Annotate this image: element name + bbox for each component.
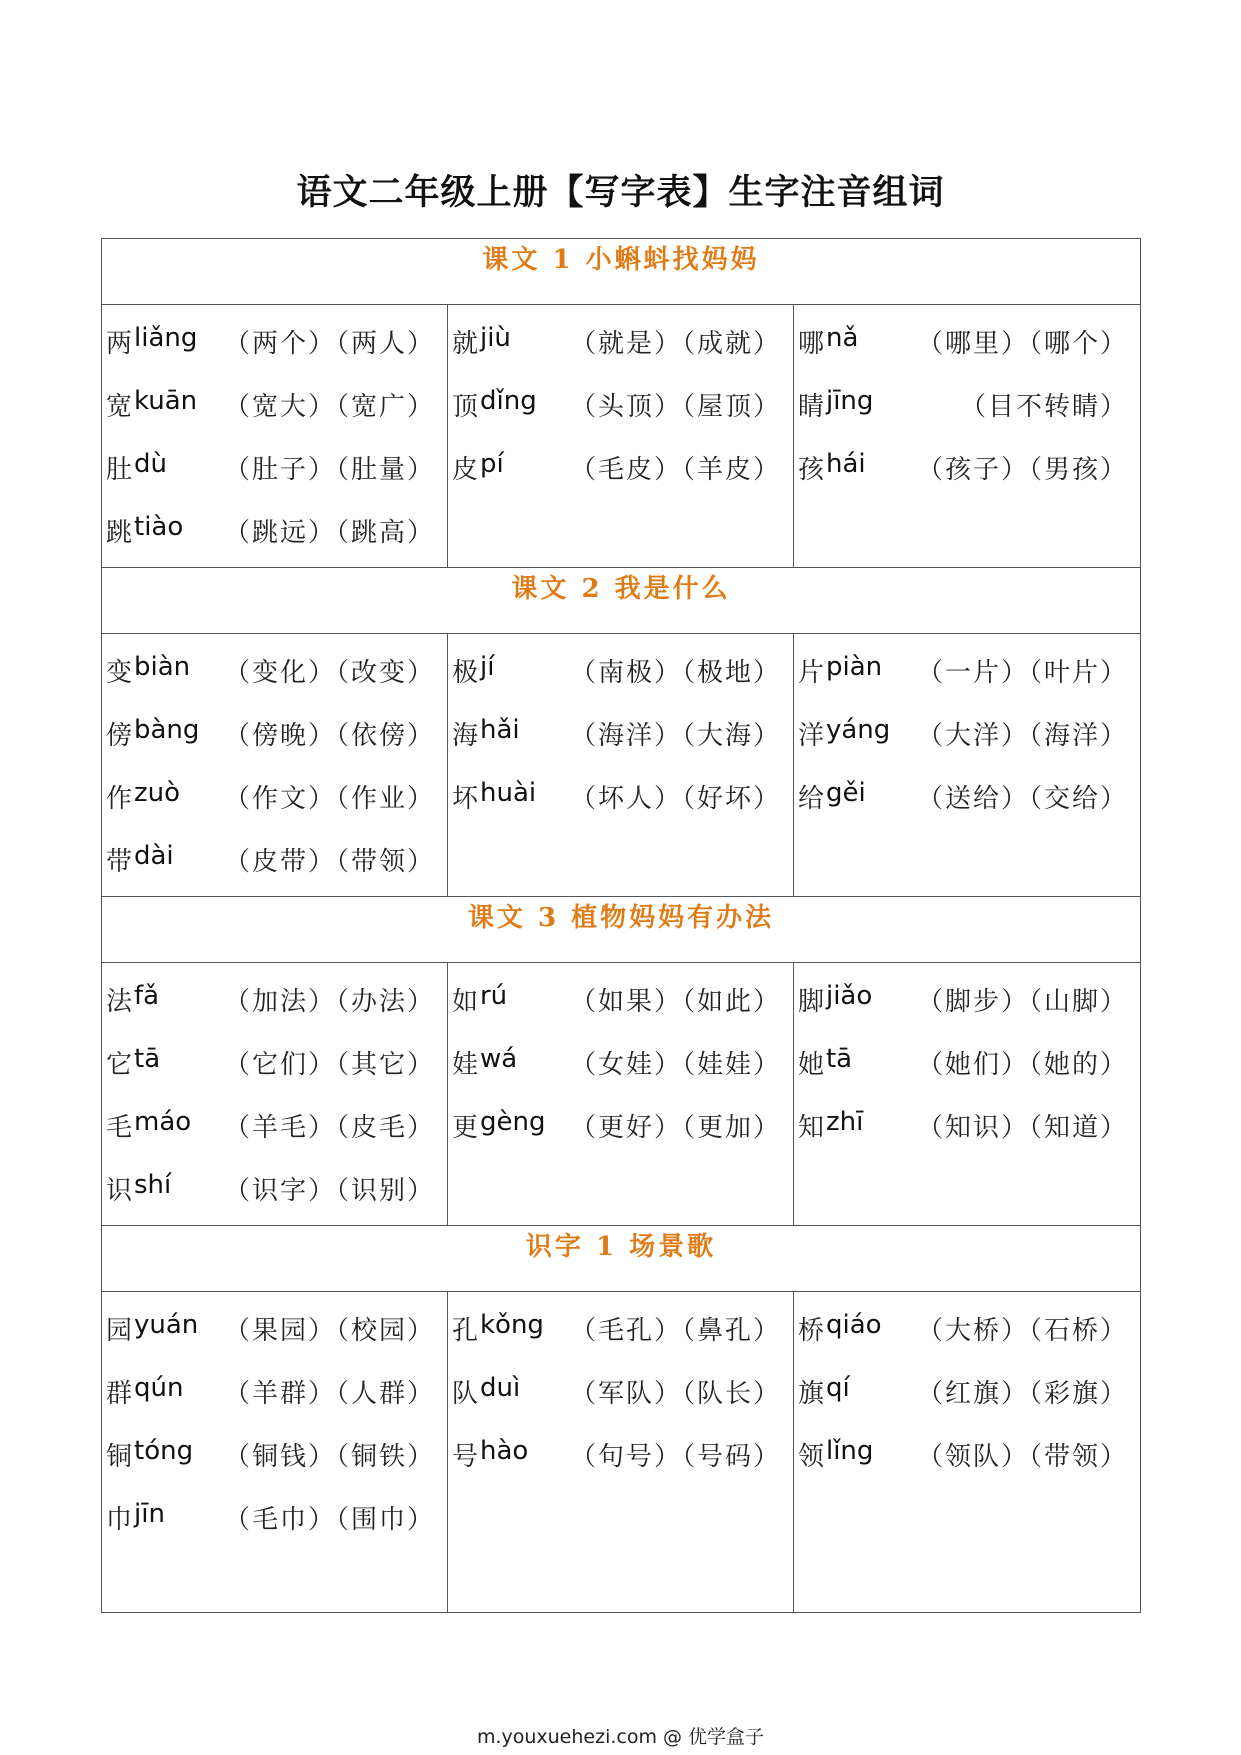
word-group: （海洋）（大海） (569, 721, 781, 751)
pinyin: gèng (479, 1107, 546, 1137)
character-entry (102, 1158, 447, 1221)
character: 巾 (106, 1505, 133, 1535)
word-group: （如果）（如此） (569, 987, 781, 1017)
character: 给 (797, 784, 824, 814)
pinyin: jīng (825, 386, 874, 416)
character: 号 (451, 1442, 478, 1472)
character-entry (794, 1032, 1140, 1095)
pinyin: tóng (134, 1436, 194, 1466)
character-column (447, 634, 793, 897)
character: 就 (451, 329, 478, 359)
character: 它 (106, 1050, 133, 1080)
word-group: （毛巾）（围巾） (223, 1505, 435, 1535)
character: 极 (451, 658, 478, 688)
character-entry (448, 1361, 793, 1424)
word-group: （宽大）（宽广） (223, 392, 435, 422)
character-entry (102, 1298, 447, 1361)
character-entry (102, 500, 447, 563)
word-group: （跳远）（跳高） (223, 518, 435, 548)
character-entry (794, 640, 1140, 703)
word-group: （知识）（知道） (916, 1113, 1128, 1143)
character: 带 (106, 847, 133, 877)
character: 知 (797, 1113, 824, 1143)
word-group: （军队）（队长） (569, 1379, 781, 1409)
word-group: （毛皮）（羊皮） (569, 455, 781, 485)
character-entry (448, 766, 793, 829)
word-group: （脚步）（山脚） (916, 987, 1128, 1017)
character-entry (448, 969, 793, 1032)
word-group: （变化）（改变） (223, 658, 435, 688)
character-entry (102, 1361, 447, 1424)
word-group: （她们）（她的） (916, 1050, 1128, 1080)
character-entry (794, 1424, 1140, 1487)
pinyin: dǐng (479, 386, 537, 416)
pinyin: lǐng (825, 1436, 874, 1466)
pinyin: rú (479, 981, 508, 1011)
word-group: （果园）（校园） (223, 1316, 435, 1346)
lesson-content-row (102, 305, 1141, 568)
page-title: 语文二年级上册【写字表】生字注音组词 (296, 173, 945, 213)
character: 娃 (451, 1050, 478, 1080)
character: 法 (106, 987, 133, 1017)
word-group: （皮带）（带领） (223, 847, 435, 877)
character-entry (102, 1032, 447, 1095)
character: 睛 (797, 392, 824, 422)
lesson-content-row (102, 1292, 1141, 1613)
lesson-header-row (102, 897, 1141, 963)
character: 如 (451, 987, 478, 1017)
pinyin: zuò (134, 778, 181, 808)
character-entry (448, 374, 793, 437)
character-entry (448, 1424, 793, 1487)
pinyin: dù (134, 449, 167, 479)
character-entry (794, 766, 1140, 829)
word-group: （肚子）（肚量） (223, 455, 435, 485)
character: 脚 (797, 987, 824, 1017)
word-group: （大洋）（海洋） (916, 721, 1128, 751)
lesson-header-row (102, 239, 1141, 305)
word-group: （大桥）（石桥） (916, 1316, 1128, 1346)
character-entry (448, 437, 793, 500)
word-group: （领队）（带领） (916, 1442, 1128, 1472)
pinyin: shí (134, 1170, 172, 1200)
character: 洋 (797, 721, 824, 751)
character: 队 (451, 1379, 478, 1409)
character-entry (794, 969, 1140, 1032)
pinyin: liǎng (134, 323, 198, 353)
character: 变 (106, 658, 133, 688)
character-column (793, 305, 1140, 568)
word-group: （句号）（号码） (569, 1442, 781, 1472)
character-entry (794, 703, 1140, 766)
pinyin: pí (479, 449, 504, 479)
character: 跳 (106, 518, 133, 548)
character-entry (102, 374, 447, 437)
pinyin: zhī (825, 1107, 864, 1137)
character-entry (448, 1032, 793, 1095)
character: 孔 (451, 1316, 478, 1346)
character-column (793, 963, 1140, 1226)
pinyin: jiù (479, 323, 511, 353)
word-group: （就是）（成就） (569, 329, 781, 359)
pinyin: máo (134, 1107, 192, 1137)
pinyin: hào (479, 1436, 529, 1466)
pinyin: tā (825, 1044, 853, 1074)
pinyin: duì (479, 1373, 521, 1403)
pinyin: kǒng (479, 1310, 544, 1340)
pinyin: fǎ (134, 981, 160, 1011)
character: 肚 (106, 455, 133, 485)
character: 毛 (106, 1113, 133, 1143)
character: 桥 (797, 1316, 824, 1346)
lesson-title: 识字 1 场景歌 (102, 1226, 1141, 1292)
character: 皮 (451, 455, 478, 485)
character-entry (448, 703, 793, 766)
pinyin: qún (134, 1373, 184, 1403)
character-column (447, 305, 793, 568)
character: 领 (797, 1442, 824, 1472)
character: 群 (106, 1379, 133, 1409)
pinyin: jīn (134, 1499, 165, 1529)
word-group: （孩子）（男孩） (916, 455, 1128, 485)
lesson-title: 课文 2 我是什么 (102, 568, 1141, 634)
word-group: （红旗）（彩旗） (916, 1379, 1128, 1409)
character: 铜 (106, 1442, 133, 1472)
pinyin: tiào (134, 512, 184, 542)
character-column (102, 1292, 448, 1613)
word-group: （目不转睛） (959, 392, 1128, 422)
character-column (793, 1292, 1140, 1613)
character-entry (102, 969, 447, 1032)
word-group: （送给）（交给） (916, 784, 1128, 814)
pinyin: biàn (134, 652, 191, 682)
pinyin: qiáo (825, 1310, 882, 1340)
character: 两 (106, 329, 133, 359)
character: 顶 (451, 392, 478, 422)
character: 哪 (797, 329, 824, 359)
pinyin: kuān (134, 386, 198, 416)
word-group: （傍晚）（依傍） (223, 721, 435, 751)
pinyin: huài (479, 778, 537, 808)
pinyin: dài (134, 841, 174, 871)
vocab-table (101, 238, 1141, 1613)
character-entry (448, 1095, 793, 1158)
character-entry (794, 437, 1140, 500)
word-group: （头顶）（屋顶） (569, 392, 781, 422)
character: 坏 (451, 784, 478, 814)
character: 宽 (106, 392, 133, 422)
pinyin: yuán (134, 1310, 199, 1340)
character: 片 (797, 658, 824, 688)
pinyin: nǎ (825, 323, 859, 353)
character-entry (794, 374, 1140, 437)
pinyin: qí (825, 1373, 850, 1403)
character-column (793, 634, 1140, 897)
character-entry (448, 1298, 793, 1361)
lesson-title: 课文 1 小蝌蚪找妈妈 (102, 239, 1141, 305)
word-group: （它们）（其它） (223, 1050, 435, 1080)
character-entry (794, 311, 1140, 374)
word-group: （作文）（作业） (223, 784, 435, 814)
character-entry (102, 1487, 447, 1550)
character-entry (794, 1361, 1140, 1424)
word-group: （哪里）（哪个） (916, 329, 1128, 359)
pinyin: wá (479, 1044, 518, 1074)
character-entry (794, 1298, 1140, 1361)
character-entry (448, 640, 793, 703)
character-entry (102, 640, 447, 703)
character: 更 (451, 1113, 478, 1143)
character-entry (102, 766, 447, 829)
lesson-content-row (102, 963, 1141, 1226)
character-entry (102, 311, 447, 374)
word-group: （毛孔）（鼻孔） (569, 1316, 781, 1346)
character: 识 (106, 1176, 133, 1206)
character-column (102, 963, 448, 1226)
character-entry (102, 1095, 447, 1158)
word-group: （坏人）（好坏） (569, 784, 781, 814)
footer-watermark: m.youxuehezi.com @ 优学盒子 (476, 1726, 765, 1748)
character-entry (448, 311, 793, 374)
pinyin: yáng (825, 715, 891, 745)
pinyin: bàng (134, 715, 200, 745)
character-column (102, 305, 448, 568)
lesson-title: 课文 3 植物妈妈有办法 (102, 897, 1141, 963)
character: 园 (106, 1316, 133, 1346)
pinyin: gěi (825, 778, 866, 808)
character-entry (102, 829, 447, 892)
character-entry (102, 703, 447, 766)
character: 海 (451, 721, 478, 751)
character: 作 (106, 784, 133, 814)
word-group: （更好）（更加） (569, 1113, 781, 1143)
lesson-header-row (102, 1226, 1141, 1292)
word-group: （羊毛）（皮毛） (223, 1113, 435, 1143)
character: 孩 (797, 455, 824, 485)
word-group: （南极）（极地） (569, 658, 781, 688)
character-column (447, 1292, 793, 1613)
word-group: （两个）（两人） (223, 329, 435, 359)
pinyin: hǎi (479, 715, 520, 745)
pinyin: jí (479, 652, 495, 682)
word-group: （羊群）（人群） (223, 1379, 435, 1409)
character-entry (102, 437, 447, 500)
character-column (447, 963, 793, 1226)
lesson-header-row (102, 568, 1141, 634)
pinyin: piàn (825, 652, 883, 682)
character-entry (794, 1095, 1140, 1158)
character-column (102, 634, 448, 897)
pinyin: hái (825, 449, 866, 479)
character-entry (102, 1424, 447, 1487)
word-group: （铜钱）（铜铁） (223, 1442, 435, 1472)
character: 旗 (797, 1379, 824, 1409)
lesson-content-row (102, 634, 1141, 897)
pinyin: jiǎo (825, 981, 873, 1011)
character: 她 (797, 1050, 824, 1080)
word-group: （女娃）（娃娃） (569, 1050, 781, 1080)
word-group: （一片）（叶片） (916, 658, 1128, 688)
word-group: （加法）（办法） (223, 987, 435, 1017)
pinyin: tā (134, 1044, 161, 1074)
word-group: （识字）（识别） (223, 1176, 435, 1206)
character: 傍 (106, 721, 133, 751)
